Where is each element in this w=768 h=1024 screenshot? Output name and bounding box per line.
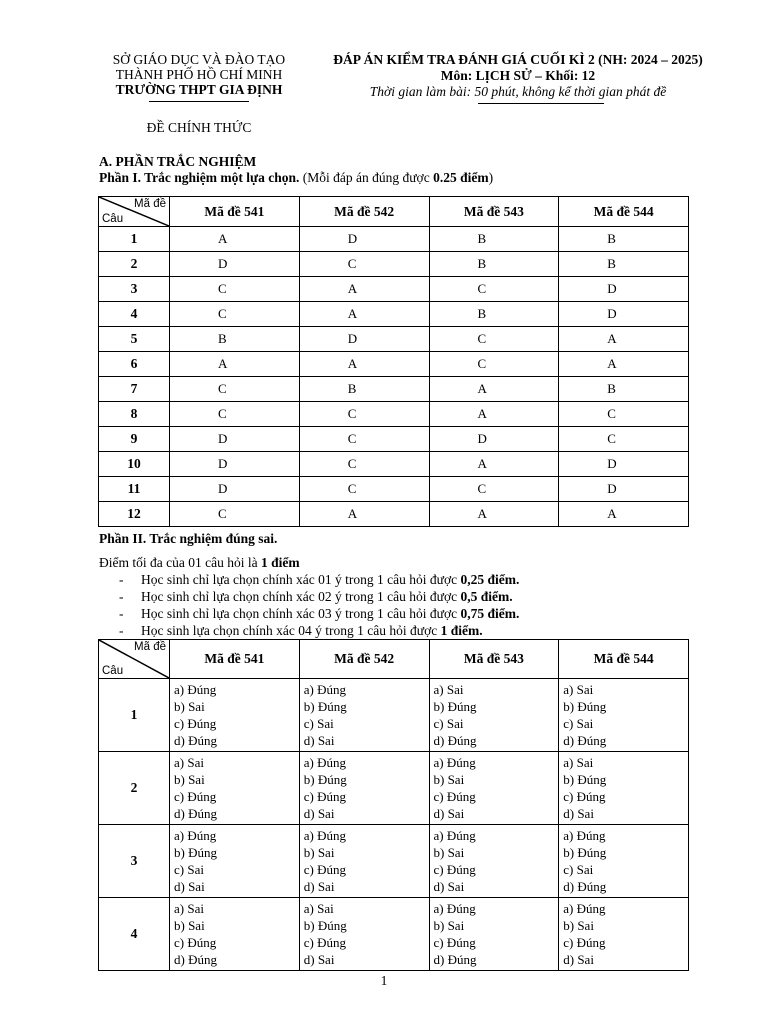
header-right-divider (478, 103, 604, 104)
statement-answer: c) Đúng (303, 789, 346, 804)
ma-de-label: Mã đề (134, 641, 166, 653)
statement-answer: a) Đúng (303, 755, 346, 770)
question-number: 1 (99, 227, 170, 252)
statement-answer: b) Đúng (174, 845, 217, 860)
statement-answer: b) Sai (433, 918, 465, 933)
statement-answer: a) Đúng (303, 828, 346, 843)
statement-answer: d) Sai (433, 879, 465, 894)
statement-answer: d) Đúng (174, 952, 217, 967)
question-number: 3 (99, 277, 170, 302)
question-number: 3 (99, 825, 170, 898)
answer-cell: A (559, 352, 689, 377)
answer-cell: C (299, 477, 429, 502)
department-line-2: THÀNH PHỐ HỒ CHÍ MINH (115, 67, 283, 82)
statement-answer: a) Sai (174, 755, 204, 770)
statement-answer: d) Đúng (563, 733, 607, 748)
statement-answer: d) Sai (563, 952, 594, 967)
answer-cell: A (299, 302, 429, 327)
statement-answer: b) Đúng (303, 918, 347, 933)
answer-cell: C (299, 402, 429, 427)
section-a-title: A. PHẦN TRẮC NGHIỆM (99, 154, 257, 169)
statement-answer: c) Sai (174, 862, 204, 877)
exam-subject: Môn: LỊCH SỬ – Khối: 12 (440, 68, 596, 83)
answer-cell (299, 752, 429, 825)
statement-answer: a) Sai (174, 901, 204, 916)
answer-cell (170, 825, 300, 898)
statement-answer: c) Đúng (174, 789, 217, 804)
answer-cell (170, 752, 300, 825)
answer-cell: A (299, 352, 429, 377)
answer-cell: C (429, 352, 559, 377)
cau-label: Câu (102, 665, 124, 677)
ma-de-label: Mã đề (134, 198, 166, 210)
table-row (99, 352, 689, 377)
statement-answer: c) Đúng (174, 935, 217, 950)
statement-answer: a) Đúng (563, 901, 606, 916)
question-number: 9 (99, 427, 170, 452)
answer-cell (299, 898, 429, 971)
answer-cell: D (429, 427, 559, 452)
statement-answer: b) Sai (174, 699, 205, 714)
statement-answer: d) Sai (303, 879, 335, 894)
answer-cell (299, 825, 429, 898)
part1-header-row (99, 197, 689, 227)
answer-cell (559, 898, 689, 971)
answer-cell: D (170, 477, 300, 502)
question-number: 1 (99, 679, 170, 752)
answer-cell: A (429, 502, 559, 527)
answer-cell: C (429, 477, 559, 502)
answer-cell (559, 752, 689, 825)
statement-answer: d) Sai (174, 879, 205, 894)
code-header: Mã đề 543 (429, 197, 559, 227)
code-header: Mã đề 541 (170, 197, 300, 227)
answer-cell: C (170, 402, 300, 427)
statement-answer: d) Sai (303, 733, 335, 748)
answer-cell: D (170, 252, 300, 277)
scoring-rules-list (99, 571, 519, 639)
table-row (99, 277, 689, 302)
answer-cell: A (559, 502, 689, 527)
question-number: 6 (99, 352, 170, 377)
answer-cell (429, 679, 559, 752)
statement-answer: b) Sai (303, 845, 335, 860)
statement-answer: a) Đúng (174, 828, 217, 843)
part2-max-points: 1 điểm (260, 555, 300, 570)
question-number: 8 (99, 402, 170, 427)
answer-cell: D (559, 302, 689, 327)
answer-cell: C (429, 277, 559, 302)
statement-answer: c) Sai (563, 862, 594, 877)
answer-cell (170, 898, 300, 971)
rule-points: 0,75 điểm. (460, 606, 520, 621)
statement-answer: c) Đúng (303, 935, 346, 950)
table-row (99, 252, 689, 277)
answer-cell: B (429, 302, 559, 327)
answer-cell: B (559, 227, 689, 252)
table-row (99, 402, 689, 427)
statement-answer: b) Đúng (303, 772, 347, 787)
question-number: 10 (99, 452, 170, 477)
answer-cell (429, 898, 559, 971)
answer-cell: D (559, 277, 689, 302)
department-line-1: SỞ GIÁO DỤC VÀ ĐÀO TẠO (112, 52, 286, 67)
statement-answer: a) Sai (563, 755, 594, 770)
code-header: Mã đề 541 (170, 640, 300, 679)
answer-cell: A (429, 377, 559, 402)
answer-cell (429, 752, 559, 825)
answer-cell: C (559, 427, 689, 452)
page-number: 1 (380, 973, 388, 988)
answer-cell: D (170, 452, 300, 477)
code-header: Mã đề 542 (299, 197, 429, 227)
table-row (99, 227, 689, 252)
statement-answer: d) Đúng (563, 879, 607, 894)
table-row (99, 502, 689, 527)
rule-points: 0,25 điểm. (460, 572, 520, 587)
statement-answer: a) Đúng (303, 682, 346, 697)
scoring-rule (99, 588, 519, 605)
answer-cell: D (299, 227, 429, 252)
statement-answer: a) Đúng (433, 828, 476, 843)
section-a (99, 154, 493, 186)
statement-answer: c) Đúng (433, 935, 476, 950)
exam-time: Thời gian làm bài: 50 phút, không kể thời gian phát đề (369, 84, 667, 99)
answer-cell (559, 679, 689, 752)
table-row (99, 477, 689, 502)
part1-title: Phần I. Trắc nghiệm một lựa chọn. (99, 170, 300, 185)
statement-answer: c) Sai (433, 716, 464, 731)
table-row (99, 377, 689, 402)
statement-answer: d) Đúng (174, 733, 217, 748)
part2-title: Phần II. Trắc nghiệm đúng sai. (99, 531, 278, 546)
answer-cell: A (299, 277, 429, 302)
statement-answer: a) Sai (563, 682, 594, 697)
part2-max-line (99, 555, 519, 571)
rule-points: 0,5 điểm. (460, 589, 513, 604)
answer-cell: C (299, 452, 429, 477)
statement-answer: c) Đúng (433, 789, 476, 804)
exam-title: ĐÁP ÁN KIỂM TRA ĐÁNH GIÁ CUỐI KÌ 2 (NH: 2024 – 2025) (333, 52, 703, 67)
diagonal-header-cell (99, 640, 170, 679)
question-number: 2 (99, 752, 170, 825)
answer-cell: C (170, 302, 300, 327)
answer-cell: B (559, 252, 689, 277)
answer-cell (429, 825, 559, 898)
rule-text: Học sinh lựa chọn chính xác 04 ý trong 1 câu hỏi được (141, 623, 441, 638)
header-left-divider (149, 101, 249, 102)
statement-answer: a) Sai (303, 901, 334, 916)
statement-answer: a) Đúng (433, 755, 476, 770)
part2-intro (99, 531, 519, 639)
question-number: 7 (99, 377, 170, 402)
question-number: 4 (99, 302, 170, 327)
answer-cell: D (559, 452, 689, 477)
statement-answer: d) Sai (563, 806, 594, 821)
header-right (318, 52, 718, 104)
statement-answer: a) Đúng (174, 682, 217, 697)
part1-note-suffix: ) (488, 170, 494, 185)
answer-cell: D (170, 427, 300, 452)
question-number: 5 (99, 327, 170, 352)
answer-cell: D (299, 327, 429, 352)
statement-answer: d) Đúng (433, 733, 477, 748)
table-row (99, 302, 689, 327)
answer-cell: C (429, 327, 559, 352)
statement-answer: b) Đúng (433, 699, 477, 714)
table-row (99, 752, 689, 825)
code-header: Mã đề 543 (429, 640, 559, 679)
answer-cell: A (559, 327, 689, 352)
answer-cell: D (559, 477, 689, 502)
statement-answer: b) Sai (563, 918, 594, 933)
question-number: 2 (99, 252, 170, 277)
table-row (99, 452, 689, 477)
statement-answer: b) Sai (433, 845, 465, 860)
answer-cell: C (170, 277, 300, 302)
answer-cell: C (299, 427, 429, 452)
statement-answer: d) Đúng (174, 806, 217, 821)
question-number: 11 (99, 477, 170, 502)
scoring-rule (99, 622, 519, 639)
part1-note-points: 0.25 điểm (433, 170, 489, 185)
statement-answer: c) Sai (303, 716, 334, 731)
cau-label: Câu (102, 213, 124, 225)
answer-cell: C (170, 377, 300, 402)
rule-text: Học sinh chỉ lựa chọn chính xác 03 ý trong 1 câu hỏi được (141, 606, 461, 621)
answer-cell: A (429, 402, 559, 427)
answer-cell: B (170, 327, 300, 352)
header-left (88, 52, 310, 102)
answer-cell: C (299, 252, 429, 277)
statement-answer: b) Đúng (303, 699, 347, 714)
part2-header-row (99, 640, 689, 679)
code-header: Mã đề 544 (559, 640, 689, 679)
answer-cell: A (170, 227, 300, 252)
table-row (99, 825, 689, 898)
answer-cell (299, 679, 429, 752)
statement-answer: c) Sai (563, 716, 594, 731)
statement-answer: c) Đúng (433, 862, 476, 877)
table-row (99, 898, 689, 971)
part2-max-prefix: Điểm tối đa của 01 câu hỏi là (99, 555, 261, 570)
question-number: 4 (99, 898, 170, 971)
statement-answer: a) Đúng (433, 901, 476, 916)
answer-cell (559, 825, 689, 898)
answer-cell (170, 679, 300, 752)
rule-text: Học sinh chỉ lựa chọn chính xác 01 ý trong 1 câu hỏi được (141, 572, 461, 587)
table-row (99, 679, 689, 752)
statement-answer: d) Đúng (433, 952, 477, 967)
code-header: Mã đề 544 (559, 197, 689, 227)
statement-answer: b) Sai (174, 772, 205, 787)
answer-cell: B (299, 377, 429, 402)
answer-cell: C (170, 502, 300, 527)
statement-answer: c) Đúng (174, 716, 217, 731)
statement-answer: d) Sai (303, 806, 335, 821)
answer-cell: B (559, 377, 689, 402)
question-number: 12 (99, 502, 170, 527)
part2-answer-table (98, 639, 689, 971)
statement-answer: c) Đúng (563, 935, 606, 950)
table-row (99, 427, 689, 452)
statement-answer: d) Sai (433, 806, 465, 821)
school-name: TRƯỜNG THPT GIA ĐỊNH (115, 82, 283, 97)
statement-answer: b) Sai (174, 918, 205, 933)
answer-cell: A (299, 502, 429, 527)
statement-answer: a) Đúng (563, 828, 606, 843)
answer-cell: A (170, 352, 300, 377)
part1-note-prefix: (Mỗi đáp án đúng được (302, 170, 434, 185)
answer-cell: C (559, 402, 689, 427)
part1-answer-table (98, 196, 689, 527)
diagonal-header-cell (99, 197, 170, 227)
code-header: Mã đề 542 (299, 640, 429, 679)
statement-answer: a) Sai (433, 682, 464, 697)
rule-text: Học sinh chỉ lựa chọn chính xác 02 ý trong 1 câu hỏi được (141, 589, 461, 604)
scoring-rule (99, 605, 519, 622)
statement-answer: b) Đúng (563, 845, 607, 860)
statement-answer: c) Đúng (303, 862, 346, 877)
answer-cell: B (429, 252, 559, 277)
answer-cell: A (429, 452, 559, 477)
part1-heading (99, 170, 493, 186)
statement-answer: b) Sai (433, 772, 465, 787)
official-label: ĐỀ CHÍNH THỨC (146, 120, 252, 135)
statement-answer: d) Sai (303, 952, 335, 967)
rule-points: 1 điểm. (440, 623, 483, 638)
statement-answer: b) Đúng (563, 772, 607, 787)
answer-cell: B (429, 227, 559, 252)
scoring-rule (99, 571, 519, 588)
table-row (99, 327, 689, 352)
statement-answer: c) Đúng (563, 789, 606, 804)
statement-answer: b) Đúng (563, 699, 607, 714)
